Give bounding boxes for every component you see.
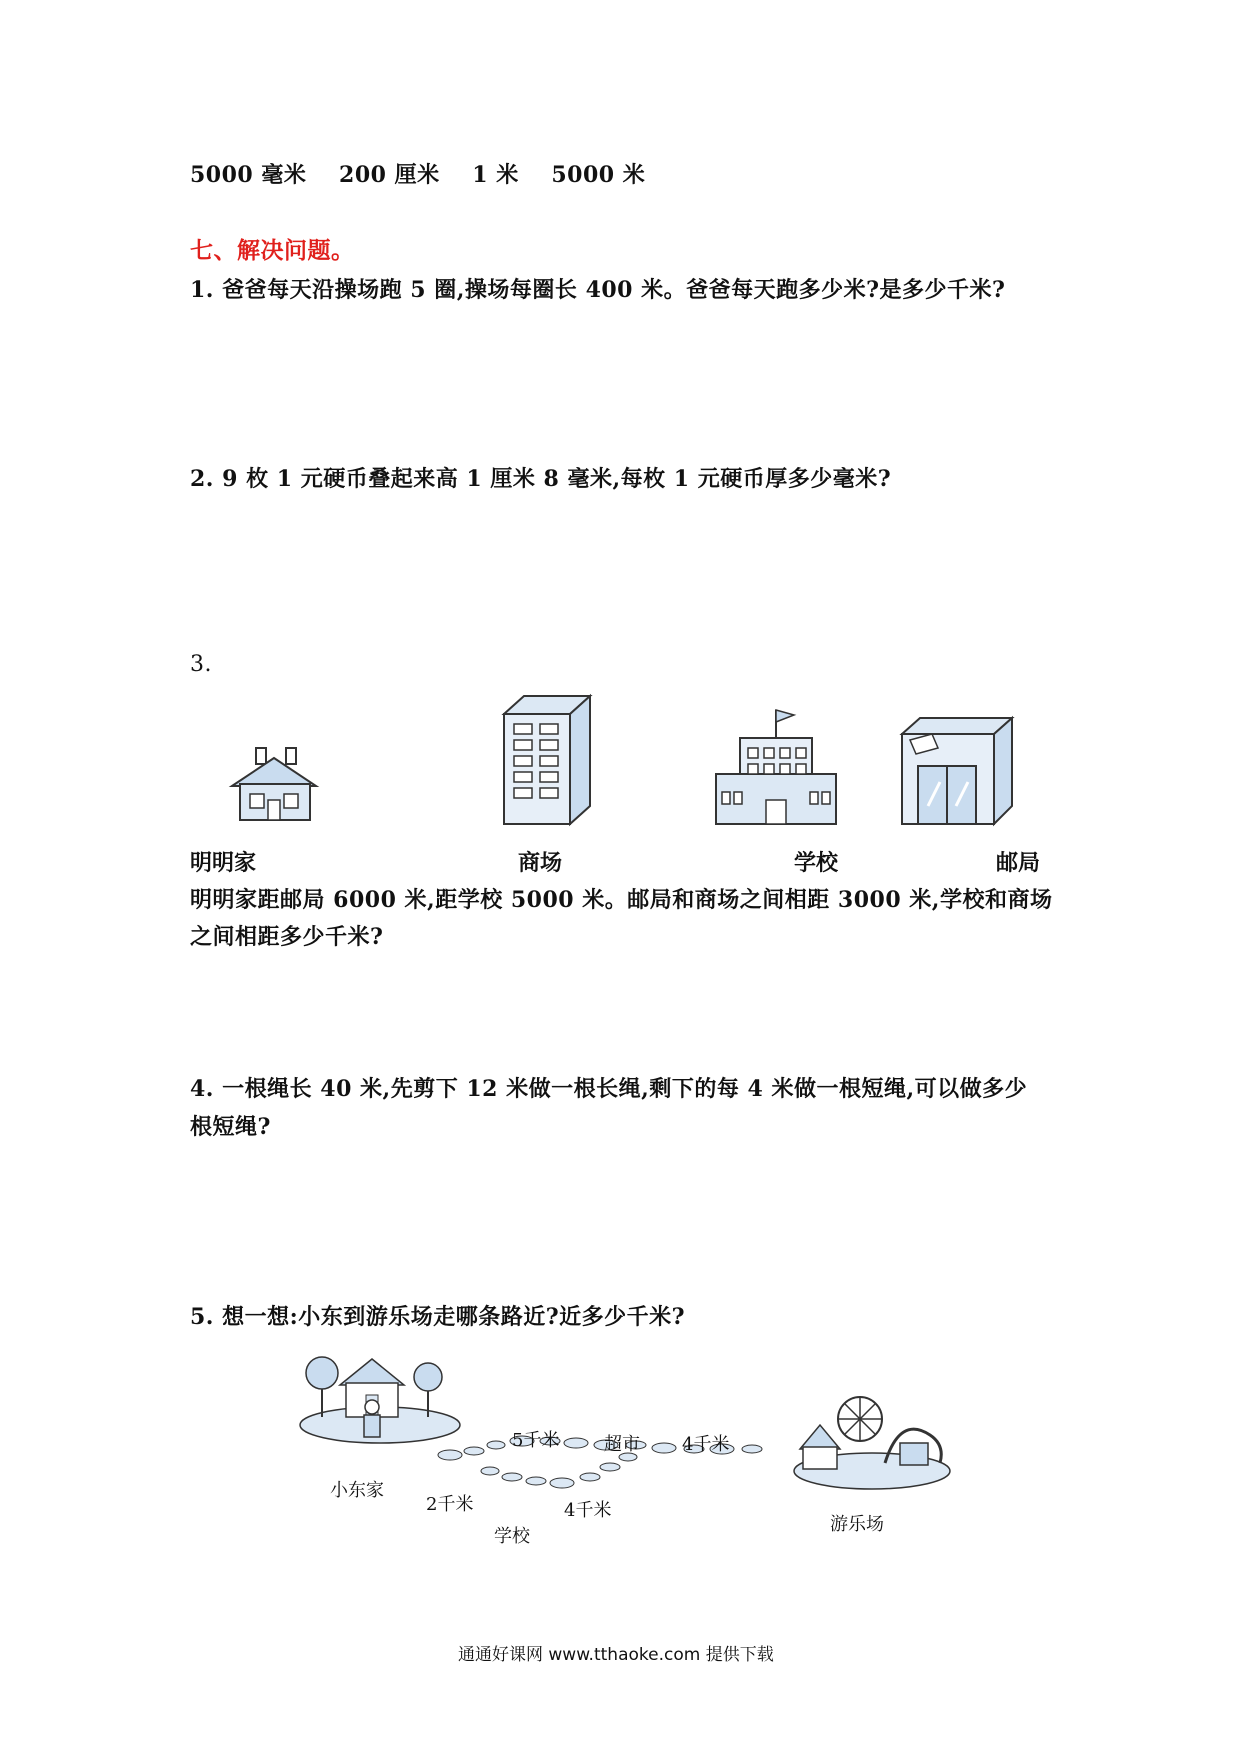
question-3-line-2: 之间相距多少千米? bbox=[190, 924, 384, 950]
question-4-line-2: 根短绳? bbox=[190, 1114, 271, 1140]
map-label-park: 游乐场 bbox=[830, 1514, 884, 1535]
question-2: 2. 9 枚 1 元硬币叠起来高 1 厘米 8 毫米,每枚 1 元硬币厚多少毫米? bbox=[190, 466, 892, 492]
question-5: 5. 想一想:小东到游乐场走哪条路近?近多少千米? bbox=[190, 1304, 686, 1330]
question-4-line-1: 4. 一根绳长 40 米,先剪下 12 米做一根长绳,剩下的每 4 米做一根短绳,可以做多少 bbox=[190, 1076, 1028, 1102]
mall-building-illustration bbox=[500, 694, 592, 826]
map-label-home: 小东家 bbox=[330, 1480, 384, 1501]
label-school: 学校 bbox=[794, 850, 839, 876]
section-title: 七、解决问题。 bbox=[190, 237, 355, 264]
question-3-line-1: 明明家距邮局 6000 米,距学校 5000 米。邮局和商场之间相距 3000 米,学校和商场 bbox=[190, 887, 1053, 913]
option-b: 200 厘米 bbox=[339, 162, 440, 188]
option-c: 1 米 bbox=[472, 162, 519, 188]
post-office-illustration bbox=[898, 716, 1016, 826]
map-label-distance-lower-1: 2千米 bbox=[426, 1494, 474, 1515]
map-label-school: 学校 bbox=[494, 1526, 530, 1547]
map-label-distance-lower-2: 4千米 bbox=[564, 1500, 612, 1521]
label-home: 明明家 bbox=[190, 850, 257, 876]
question-3-number: 3. bbox=[190, 652, 212, 677]
map-label-distance-upper-1: 5千米 bbox=[512, 1430, 560, 1451]
option-d: 5000 米 bbox=[551, 162, 646, 188]
footer-credit: 通通好课网 www.tthaoke.com 提供下载 bbox=[458, 1645, 774, 1665]
label-post: 邮局 bbox=[996, 850, 1041, 876]
house-illustration bbox=[228, 742, 320, 824]
school-building-illustration bbox=[714, 708, 838, 826]
map-label-distance-upper-2: 4千米 bbox=[682, 1434, 730, 1455]
route-map-illustration bbox=[300, 1345, 960, 1505]
top-options-line bbox=[190, 158, 645, 189]
question-1: 1. 爸爸每天沿操场跑 5 圈,操场每圈长 400 米。爸爸每天跑多少米?是多少千米? bbox=[190, 277, 1006, 303]
label-mall: 商场 bbox=[518, 850, 563, 876]
map-label-market: 超市 bbox=[604, 1434, 640, 1455]
option-a: 5000 毫米 bbox=[190, 162, 307, 188]
